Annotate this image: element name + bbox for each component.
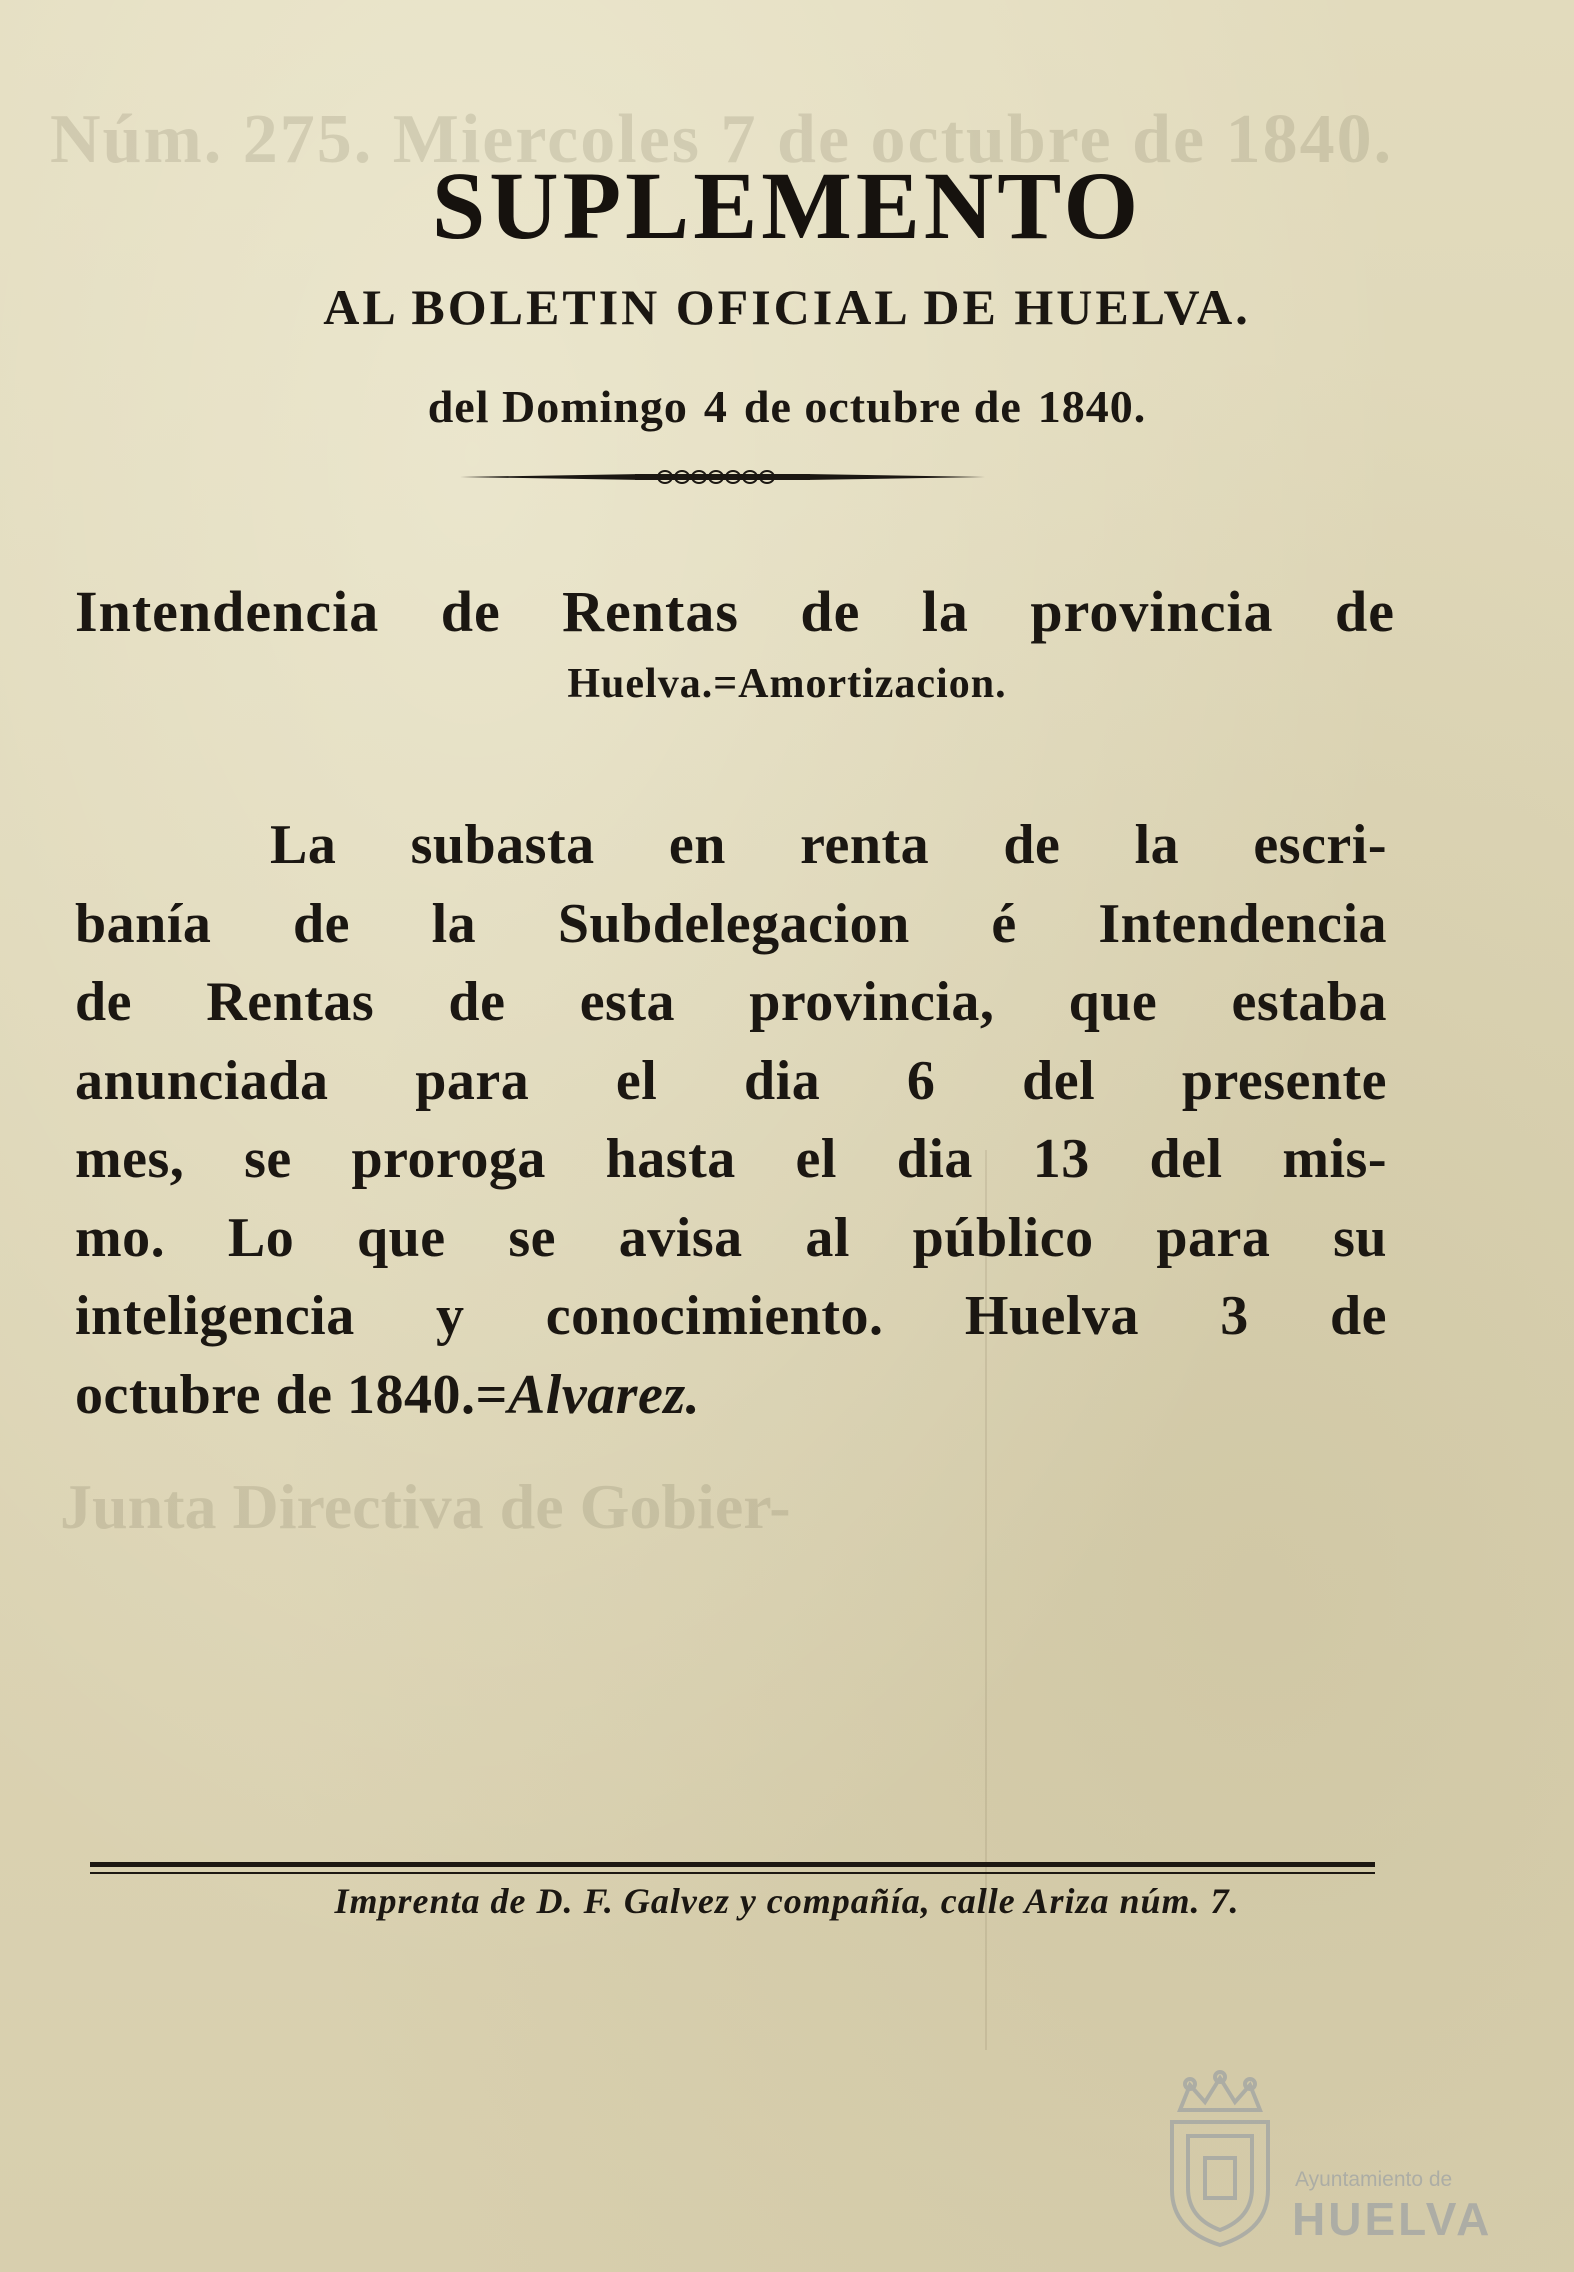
body-line-2: banía de la Subdelegacion é Intendencia: [75, 892, 1387, 955]
body-line-6: mo. Lo que se avisa al público para su: [75, 1206, 1387, 1269]
crest-icon: [1160, 2070, 1280, 2250]
section-heading: Intendencia de Rentas de la provincia de: [75, 579, 1395, 644]
document-title: SUPLEMENTO: [431, 152, 1143, 259]
dateline-day: 4: [703, 381, 728, 432]
footer-rule-thin: [90, 1872, 1375, 1874]
body-line-5: mes, se proroga hasta el dia 13 del mis-: [75, 1128, 1387, 1190]
dateline-year: 1840.: [1037, 381, 1147, 432]
body-line-7: inteligencia y conocimiento. Huelva 3 de: [75, 1285, 1387, 1347]
bleed-through-heading: Junta Directiva de Gobier-: [60, 1471, 791, 1542]
watermark-big-text: HUELVA: [1292, 2193, 1493, 2245]
body-line-3: de Rentas de esta provincia, que estaba: [75, 971, 1387, 1033]
footer-rule-thick: [90, 1862, 1375, 1867]
body-line-1: La subasta en renta de la escri-: [270, 814, 1387, 876]
document-subtitle: AL BOLETIN OFICIAL DE HUELVA.: [323, 279, 1251, 335]
city-council-watermark: [1160, 2070, 1500, 2250]
dateline-middle: de octubre de: [743, 381, 1022, 432]
closing-text: octubre de 1840.=: [75, 1363, 508, 1426]
printer-imprint: Imprenta de D. F. Galvez y compañía, calle Ariza núm. 7.: [334, 1881, 1240, 1921]
body-line-4: anunciada para el dia 6 del presente: [75, 1049, 1387, 1112]
notice-body: [75, 806, 1387, 1434]
body-line-closing: [75, 1356, 1387, 1435]
watermark-small-text: Ayuntamiento de: [1295, 2168, 1453, 2191]
bleed-through-masthead: Núm. 275. Miercoles 7 de octubre de 1840.: [50, 101, 1394, 178]
dateline: [0, 380, 1574, 433]
section-heading-continued: Huelva.=Amortizacion.: [567, 661, 1007, 707]
signature: Alvarez.: [507, 1363, 701, 1426]
dateline-prefix: del Domingo: [427, 381, 688, 432]
ornamental-divider: [460, 468, 985, 486]
